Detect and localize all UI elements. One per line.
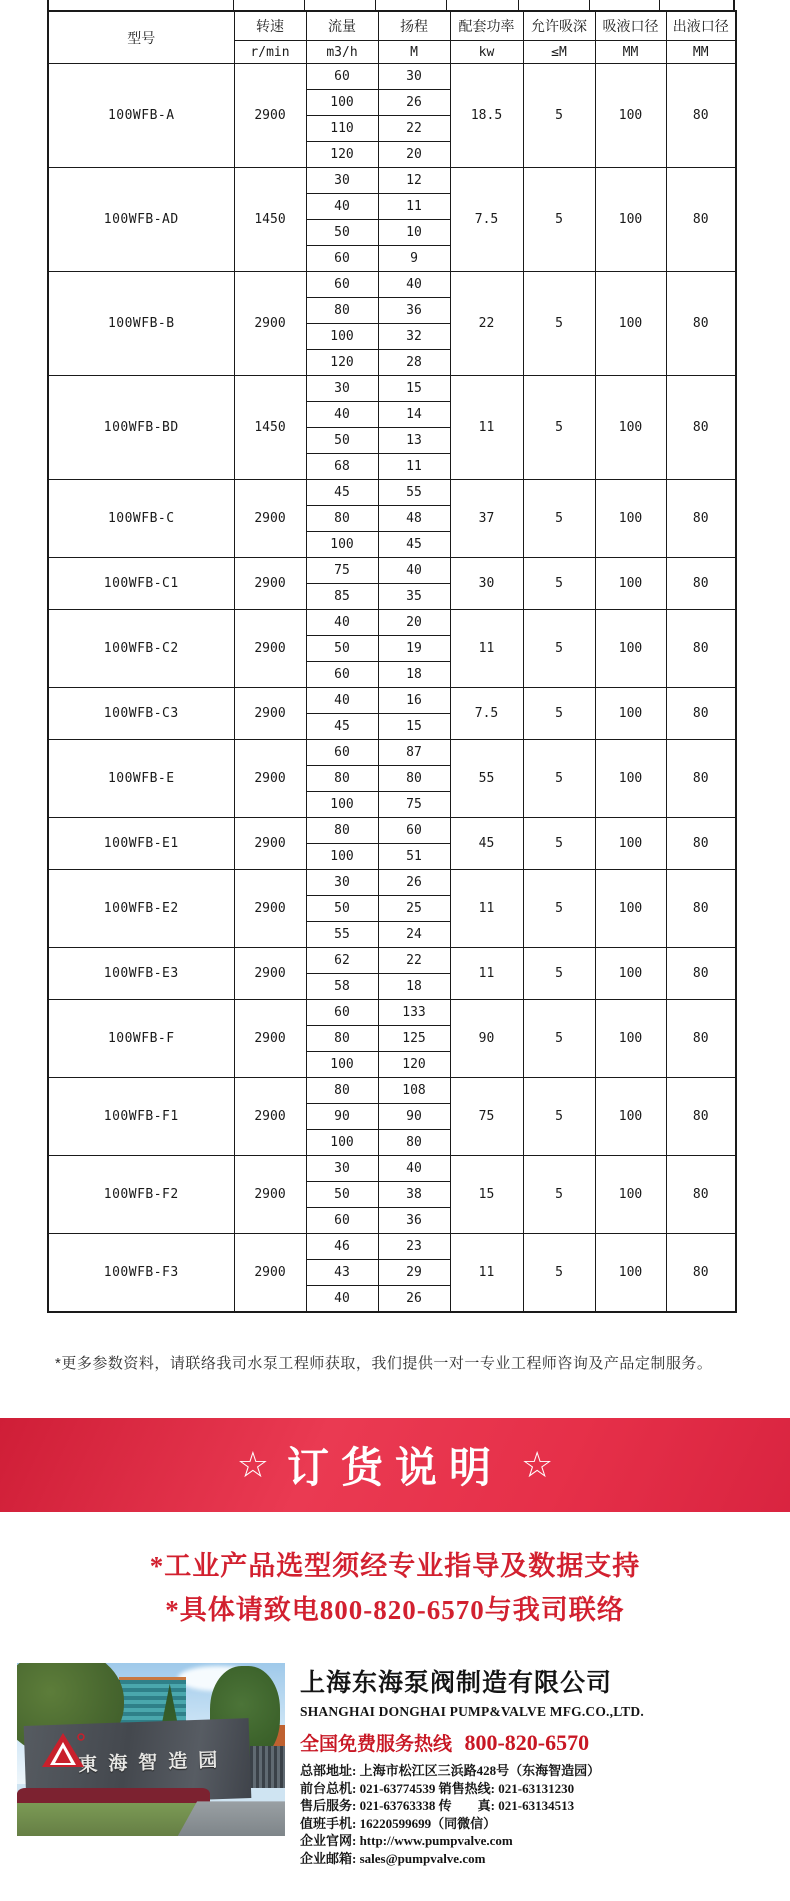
head-cell: 40 (378, 1156, 450, 1182)
head-cell: 26 (378, 870, 450, 896)
outlet-cell: 80 (666, 64, 736, 168)
suction-cell: 5 (523, 376, 595, 480)
spec-row (48, 1000, 736, 1026)
spec-row (48, 688, 736, 714)
outlet-cell: 80 (666, 1156, 736, 1234)
power-cell: 45 (450, 818, 523, 870)
table-top-remnant (47, 0, 735, 10)
remnant-cell (376, 0, 447, 10)
model-cell: 100WFB-E1 (48, 818, 234, 870)
flow-cell: 120 (306, 350, 378, 376)
speed-cell: 2900 (234, 610, 306, 688)
notice-line: *具体请致电800-820-6570与我司联络 (165, 1595, 625, 1625)
flow-cell: 100 (306, 90, 378, 116)
flow-cell: 80 (306, 766, 378, 792)
speed-cell: 2900 (234, 1000, 306, 1078)
flow-cell: 62 (306, 948, 378, 974)
power-cell: 11 (450, 948, 523, 1000)
selection-notices (0, 1544, 790, 1632)
suction-cell: 5 (523, 610, 595, 688)
flow-cell: 100 (306, 792, 378, 818)
outlet-cell: 80 (666, 1078, 736, 1156)
flow-cell: 43 (306, 1260, 378, 1286)
flow-cell: 60 (306, 246, 378, 272)
flow-cell: 60 (306, 64, 378, 90)
model-cell: 100WFB-F3 (48, 1234, 234, 1313)
flow-cell: 45 (306, 714, 378, 740)
contact-line: 总部地址: 上海市松江区三浜路428号（东海智造园） (300, 1763, 601, 1778)
contact-line: 企业邮箱: sales@pumpvalve.com (300, 1850, 486, 1866)
head-cell: 36 (378, 298, 450, 324)
inlet-cell: 100 (595, 948, 666, 1000)
flow-cell: 100 (306, 532, 378, 558)
suction-cell: 5 (523, 740, 595, 818)
inlet-cell: 100 (595, 688, 666, 740)
inlet-cell: 100 (595, 376, 666, 480)
head-cell: 18 (378, 662, 450, 688)
inlet-cell: 100 (595, 272, 666, 376)
remnant-cell (590, 0, 660, 10)
speed-cell: 2900 (234, 688, 306, 740)
col-unit-head: M (378, 41, 450, 64)
model-cell: 100WFB-E2 (48, 870, 234, 948)
inlet-cell: 100 (595, 610, 666, 688)
flow-cell: 40 (306, 402, 378, 428)
col-header-suction: 允许吸深 (523, 11, 595, 41)
head-cell: 35 (378, 584, 450, 610)
contact-line: 前台总机: 021-63774539 销售热线: 021-63131230 (300, 1780, 575, 1796)
head-cell: 20 (378, 610, 450, 636)
power-cell: 75 (450, 1078, 523, 1156)
spec-row (48, 1078, 736, 1104)
flow-cell: 80 (306, 298, 378, 324)
model-cell: 100WFB-F2 (48, 1156, 234, 1234)
company-info (300, 1663, 778, 1867)
suction-cell: 5 (523, 64, 595, 168)
col-header-power: 配套功率 (450, 11, 523, 41)
spec-row (48, 1156, 736, 1182)
head-cell: 15 (378, 376, 450, 402)
head-cell: 13 (378, 428, 450, 454)
flow-cell: 80 (306, 1078, 378, 1104)
model-cell: 100WFB-F1 (48, 1078, 234, 1156)
inlet-cell: 100 (595, 1234, 666, 1313)
spec-row (48, 64, 736, 90)
outlet-cell: 80 (666, 272, 736, 376)
outlet-cell: 80 (666, 168, 736, 272)
model-cell: 100WFB-AD (48, 168, 234, 272)
flow-cell: 45 (306, 480, 378, 506)
head-cell: 80 (378, 1130, 450, 1156)
inlet-cell: 100 (595, 740, 666, 818)
inlet-cell: 100 (595, 818, 666, 870)
power-cell: 30 (450, 558, 523, 610)
factory-gate (250, 1746, 285, 1788)
star-right-icon: ☆ (521, 1444, 554, 1485)
head-cell: 24 (378, 922, 450, 948)
suction-cell: 5 (523, 168, 595, 272)
outlet-cell: 80 (666, 480, 736, 558)
order-banner (0, 1418, 790, 1512)
contact-line: 企业官网: http://www.pumpvalve.com (300, 1833, 513, 1848)
col-header-model: 型号 (48, 11, 234, 64)
hotline-number: 800-820-6570 (464, 1730, 590, 1755)
flow-cell: 55 (306, 922, 378, 948)
flow-cell: 46 (306, 1234, 378, 1260)
suction-cell: 5 (523, 1078, 595, 1156)
outlet-cell: 80 (666, 870, 736, 948)
col-unit-power: kw (450, 41, 523, 64)
head-cell: 11 (378, 194, 450, 220)
flow-cell: 100 (306, 324, 378, 350)
inlet-cell: 100 (595, 64, 666, 168)
head-cell: 23 (378, 1234, 450, 1260)
remnant-cell (49, 0, 234, 10)
outlet-cell: 80 (666, 948, 736, 1000)
col-unit-suction: ≤M (523, 41, 595, 64)
head-cell: 29 (378, 1260, 450, 1286)
flow-cell: 110 (306, 116, 378, 142)
flow-cell: 40 (306, 1286, 378, 1313)
flow-cell: 50 (306, 220, 378, 246)
head-cell: 16 (378, 688, 450, 714)
model-cell: 100WFB-C2 (48, 610, 234, 688)
spec-table-body (48, 64, 736, 1313)
suction-cell: 5 (523, 818, 595, 870)
speed-cell: 2900 (234, 740, 306, 818)
power-cell: 11 (450, 376, 523, 480)
col-header-inlet: 吸液口径 (595, 11, 666, 41)
service-hotline (300, 1729, 778, 1756)
head-cell: 22 (378, 116, 450, 142)
flow-cell: 60 (306, 1208, 378, 1234)
head-cell: 55 (378, 480, 450, 506)
spec-row (48, 610, 736, 636)
flow-cell: 80 (306, 506, 378, 532)
flow-cell: 50 (306, 1182, 378, 1208)
power-cell: 18.5 (450, 64, 523, 168)
power-cell: 11 (450, 1234, 523, 1313)
outlet-cell: 80 (666, 1234, 736, 1313)
flow-cell: 40 (306, 194, 378, 220)
suction-cell: 5 (523, 480, 595, 558)
suction-cell: 5 (523, 688, 595, 740)
speed-cell: 2900 (234, 558, 306, 610)
spec-row (48, 740, 736, 766)
flow-cell: 60 (306, 662, 378, 688)
head-cell: 60 (378, 818, 450, 844)
spec-row (48, 1234, 736, 1260)
flow-cell: 100 (306, 1052, 378, 1078)
inlet-cell: 100 (595, 870, 666, 948)
inlet-cell: 100 (595, 1078, 666, 1156)
head-cell: 11 (378, 454, 450, 480)
outlet-cell: 80 (666, 688, 736, 740)
power-cell: 15 (450, 1156, 523, 1234)
outlet-cell: 80 (666, 376, 736, 480)
company-name-en: SHANGHAI DONGHAI PUMP&VALVE MFG.CO.,LTD. (300, 1704, 644, 1719)
head-cell: 87 (378, 740, 450, 766)
flow-cell: 120 (306, 142, 378, 168)
col-header-speed: 转速 (234, 11, 306, 41)
head-cell: 10 (378, 220, 450, 246)
spec-row (48, 376, 736, 402)
head-cell: 40 (378, 558, 450, 584)
head-cell: 20 (378, 142, 450, 168)
contact-line: 值班手机: 16220599699（同微信） (300, 1815, 497, 1831)
spec-row (48, 168, 736, 194)
head-cell: 51 (378, 844, 450, 870)
flow-cell: 40 (306, 688, 378, 714)
col-unit-inlet: MM (595, 41, 666, 64)
note-text: *更多参数资料，请联络我司水泵工程师获取，我们提供一对一专业工程师咨询及产品定制服务。 (55, 1355, 713, 1372)
suction-cell: 5 (523, 558, 595, 610)
power-cell: 11 (450, 870, 523, 948)
flow-cell: 68 (306, 454, 378, 480)
outlet-cell: 80 (666, 558, 736, 610)
head-cell: 48 (378, 506, 450, 532)
flow-cell: 50 (306, 636, 378, 662)
remnant-cell (234, 0, 305, 10)
contact-list (300, 1762, 778, 1867)
outlet-cell: 80 (666, 610, 736, 688)
head-cell: 26 (378, 1286, 450, 1313)
inlet-cell: 100 (595, 168, 666, 272)
outlet-cell: 80 (666, 818, 736, 870)
inlet-cell: 100 (595, 1156, 666, 1234)
model-cell: 100WFB-E (48, 740, 234, 818)
head-cell: 90 (378, 1104, 450, 1130)
contact-line: 售后服务: 021-63763338 传 真: 021-63134513 (300, 1798, 575, 1813)
col-unit-flow: m3/h (306, 41, 378, 64)
head-cell: 26 (378, 90, 450, 116)
pump-spec-table (47, 10, 737, 1313)
flow-cell: 100 (306, 1130, 378, 1156)
spec-row (48, 818, 736, 844)
notice-line: *工业产品选型须经专业指导及数据支持 (149, 1551, 641, 1581)
flow-cell: 30 (306, 1156, 378, 1182)
remnant-cell (519, 0, 590, 10)
head-cell: 22 (378, 948, 450, 974)
flow-cell: 75 (306, 558, 378, 584)
model-cell: 100WFB-E3 (48, 948, 234, 1000)
head-cell: 25 (378, 896, 450, 922)
company-logo-icon (41, 1732, 85, 1768)
head-cell: 18 (378, 974, 450, 1000)
power-cell: 55 (450, 740, 523, 818)
head-cell: 133 (378, 1000, 450, 1026)
remnant-cell (305, 0, 376, 10)
inlet-cell: 100 (595, 480, 666, 558)
park-sign-text: 東海智造园 (78, 1749, 229, 1777)
head-cell: 32 (378, 324, 450, 350)
head-cell: 38 (378, 1182, 450, 1208)
head-cell: 40 (378, 272, 450, 298)
model-cell: 100WFB-F (48, 1000, 234, 1078)
remnant-cell (447, 0, 519, 10)
head-cell: 75 (378, 792, 450, 818)
head-cell: 36 (378, 1208, 450, 1234)
factory-photo (17, 1663, 285, 1836)
speed-cell: 2900 (234, 1234, 306, 1313)
head-cell: 108 (378, 1078, 450, 1104)
speed-cell: 2900 (234, 64, 306, 168)
head-cell: 9 (378, 246, 450, 272)
star-left-icon: ☆ (236, 1444, 269, 1485)
inlet-cell: 100 (595, 1000, 666, 1078)
flow-cell: 50 (306, 428, 378, 454)
speed-cell: 2900 (234, 272, 306, 376)
flow-cell: 90 (306, 1104, 378, 1130)
flow-cell: 58 (306, 974, 378, 1000)
flow-cell: 80 (306, 818, 378, 844)
suction-cell: 5 (523, 1234, 595, 1313)
remnant-cell (660, 0, 729, 10)
head-cell: 19 (378, 636, 450, 662)
spec-row (48, 870, 736, 896)
speed-cell: 1450 (234, 376, 306, 480)
flow-cell: 30 (306, 376, 378, 402)
suction-cell: 5 (523, 1000, 595, 1078)
power-cell: 11 (450, 610, 523, 688)
power-cell: 90 (450, 1000, 523, 1078)
head-cell: 15 (378, 714, 450, 740)
flow-cell: 100 (306, 844, 378, 870)
model-cell: 100WFB-C3 (48, 688, 234, 740)
power-cell: 7.5 (450, 168, 523, 272)
hotline-label: 全国免费服务热线 (300, 1734, 453, 1755)
model-cell: 100WFB-C (48, 480, 234, 558)
suction-cell: 5 (523, 870, 595, 948)
flow-cell: 50 (306, 896, 378, 922)
outlet-cell: 80 (666, 740, 736, 818)
suction-cell: 5 (523, 272, 595, 376)
speed-cell: 1450 (234, 168, 306, 272)
model-cell: 100WFB-A (48, 64, 234, 168)
flow-cell: 60 (306, 740, 378, 766)
flow-cell: 30 (306, 870, 378, 896)
flow-cell: 40 (306, 610, 378, 636)
head-cell: 14 (378, 402, 450, 428)
spec-row (48, 272, 736, 298)
head-cell: 45 (378, 532, 450, 558)
spec-row (48, 558, 736, 584)
head-cell: 28 (378, 350, 450, 376)
speed-cell: 2900 (234, 480, 306, 558)
head-cell: 12 (378, 168, 450, 194)
power-cell: 37 (450, 480, 523, 558)
model-cell: 100WFB-B (48, 272, 234, 376)
outlet-cell: 80 (666, 1000, 736, 1078)
speed-cell: 2900 (234, 1078, 306, 1156)
col-header-flow: 流量 (306, 11, 378, 41)
col-unit-outlet: MM (666, 41, 736, 64)
speed-cell: 2900 (234, 870, 306, 948)
flow-cell: 60 (306, 272, 378, 298)
flow-cell: 30 (306, 168, 378, 194)
col-header-head: 扬程 (378, 11, 450, 41)
speed-cell: 2900 (234, 948, 306, 1000)
head-cell: 30 (378, 64, 450, 90)
suction-cell: 5 (523, 948, 595, 1000)
flow-cell: 85 (306, 584, 378, 610)
spec-row (48, 948, 736, 974)
power-cell: 7.5 (450, 688, 523, 740)
banner-title: 订货说明 (286, 1444, 503, 1491)
flow-cell: 60 (306, 1000, 378, 1026)
col-header-outlet: 出液口径 (666, 11, 736, 41)
company-name-cn: 上海东海泵阀制造有限公司 (300, 1669, 613, 1697)
head-cell: 80 (378, 766, 450, 792)
power-cell: 22 (450, 272, 523, 376)
inlet-cell: 100 (595, 558, 666, 610)
head-cell: 120 (378, 1052, 450, 1078)
flow-cell: 80 (306, 1026, 378, 1052)
speed-cell: 2900 (234, 818, 306, 870)
model-cell: 100WFB-BD (48, 376, 234, 480)
head-cell: 125 (378, 1026, 450, 1052)
spec-row (48, 480, 736, 506)
speed-cell: 2900 (234, 1156, 306, 1234)
model-cell: 100WFB-C1 (48, 558, 234, 610)
suction-cell: 5 (523, 1156, 595, 1234)
col-unit-speed: r/min (234, 41, 306, 64)
